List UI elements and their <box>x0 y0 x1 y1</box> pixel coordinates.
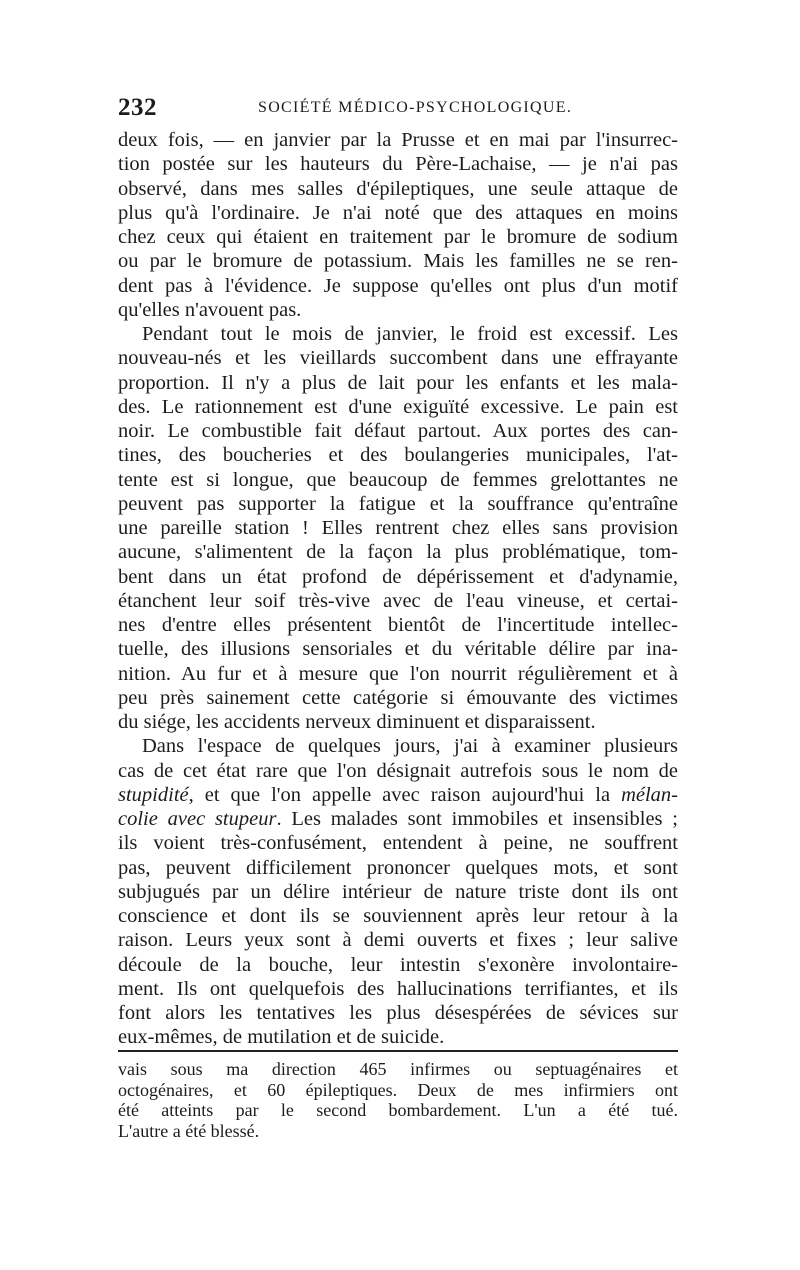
text-line: du siége, les accidents nerveux diminuent et disparaissent. <box>118 711 596 733</box>
text-line: raison. Leurs yeux sont à demi ouverts et fixes ; leur salive <box>118 929 678 952</box>
text-line: tente est si longue, que beaucoup de femmes grelottantes ne <box>118 468 678 491</box>
text-line: aucune, s'alimentent de la façon la plus problématique, tom- <box>118 541 678 564</box>
text-line: tion postée sur les hauteurs du Père-Lachaise, — je n'ai pas <box>118 153 678 176</box>
text-line: pas, peuvent difficilement prononcer quelques mots, et sont <box>118 856 678 879</box>
text-line: colie avec stupeur. Les malades sont immobiles et insensibles ; <box>118 808 678 830</box>
paragraph-3 <box>118 734 678 1049</box>
page-number: 232 <box>118 94 157 121</box>
text-line: stupidité, et que l'on appelle avec raison aujourd'hui la mélan- <box>118 783 678 806</box>
footnote-rule <box>118 1050 678 1052</box>
text-line: nes d'entre elles présentent bientôt de l'incertitude intellec- <box>118 614 678 636</box>
footnote-line: vais sous ma direction 465 infirmes ou septuagénaires et <box>118 1059 678 1079</box>
text-line: tuelle, des illusions sensoriales et du véritable délire par ina- <box>118 638 678 661</box>
footnote-line: été atteints par le second bombardement. L'un a été tué. <box>118 1100 678 1120</box>
text-line: des. Le rationnement est d'une exiguïté excessive. Le pain est <box>118 395 678 418</box>
text-line: font alors les tentatives les plus désespérées de sévices sur <box>118 1002 678 1024</box>
text-line: conscience et dont ils se souviennent après leur retour à la <box>118 905 678 927</box>
paragraph-1 <box>118 128 678 322</box>
running-head: SOCIÉTÉ MÉDICO-PSYCHOLOGIQUE. <box>258 99 573 116</box>
page-header <box>118 94 678 121</box>
text-line: eux-mêmes, de mutilation et de suicide. <box>118 1026 445 1049</box>
text-line: tines, des boucheries et des boulangeries municipales, l'at- <box>118 444 678 467</box>
text-line: qu'elles n'avouent pas. <box>118 298 302 321</box>
text-line: bent dans un état profond de dépérissement et d'adynamie, <box>118 565 678 588</box>
text-line: chez ceux qui étaient en traitement par le bromure de sodium <box>118 226 678 248</box>
text-line: ils voient très-confusément, entendent à peine, ne souffrent <box>118 832 678 855</box>
text-line: dent pas à l'évidence. Je suppose qu'elles ont plus d'un motif <box>118 274 678 297</box>
text-line: étanchent leur soif très-vive avec de l'eau vineuse, et certai- <box>118 589 678 612</box>
text-line: noir. Le combustible fait défaut partout. Aux portes des can- <box>118 420 678 442</box>
text-line: Dans l'espace de quelques jours, j'ai à examiner plusieurs <box>142 735 678 758</box>
text-line: peu près sainement cette catégorie si émouvante des victimes <box>118 686 678 709</box>
text-line: deux fois, — en janvier par la Prusse et en mai par l'insurrec- <box>118 129 678 151</box>
text-line: ment. Ils ont quelquefois des hallucinations terrifiantes, et ils <box>118 977 678 1000</box>
text-line: découle de la bouche, leur intestin s'exonère involontaire- <box>118 953 678 976</box>
text-line: nition. Au fur et à mesure que l'on nourrit régulièrement et à <box>118 662 678 685</box>
text-line: peuvent pas supporter la fatigue et la souffrance qu'entraîne <box>118 492 678 515</box>
text-line: plus qu'à l'ordinaire. Je n'ai noté que des attaques en moins <box>118 201 678 224</box>
footnote-line: octogénaires, et 60 épileptiques. Deux de mes infirmiers ont <box>118 1079 678 1100</box>
footnote-line: L'autre a été blessé. <box>118 1120 260 1141</box>
text-line: proportion. Il n'y a plus de lait pour les enfants et les mala- <box>118 371 678 394</box>
text-line: subjugués par un délire intérieur de nature triste dont ils ont <box>118 880 678 903</box>
body-text <box>118 128 678 1050</box>
paragraph-2 <box>118 322 678 734</box>
text-line: cas de cet état rare que l'on désignait autrefois sous le nom de <box>118 759 678 782</box>
text-line: observé, dans mes salles d'épileptiques, une seule attaque de <box>118 177 678 200</box>
text-line: nouveau-nés et les vieillards succombent dans une effrayante <box>118 347 678 370</box>
footnote <box>118 1059 678 1141</box>
text-line: ou par le bromure de potassium. Mais les familles ne se ren- <box>118 250 678 273</box>
text-line: une pareille station ! Elles rentrent chez elles sans provision <box>118 517 678 539</box>
text-line: Pendant tout le mois de janvier, le froid est excessif. Les <box>142 323 678 345</box>
